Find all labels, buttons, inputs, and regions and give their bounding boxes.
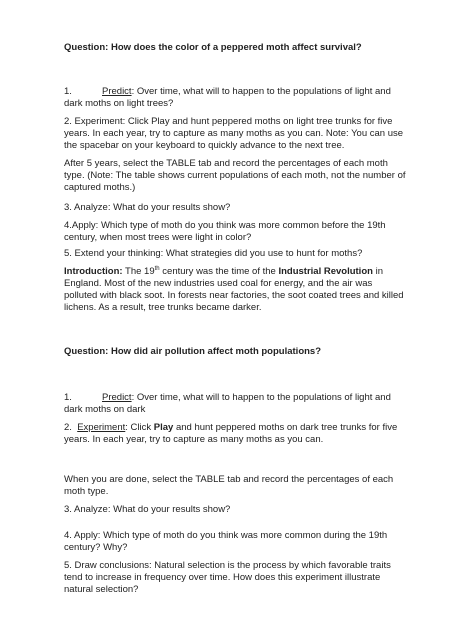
conclusion-item-2: 5. Draw conclusions: Natural selection is the process by which favorable traits tend to increase in frequency over time. How does this experiment illustrate natural selection? (64, 560, 391, 595)
item-number: 1. (64, 392, 72, 403)
experiment-item-1: 2. Experiment: Click Play and hunt peppered moths on light tree trunks for five years. In each year, try to capture as many moths as you can. Note: You can use the spacebar on your keyboard to quickly advance to the next tree. (64, 116, 404, 151)
apply-item-1: 4.Apply: Which type of moth do you think was more common before the 19th century, when most trees were light in color? (64, 220, 386, 243)
analyze-item-1: 3. Analyze: What do your results show? (64, 202, 231, 213)
experiment-item-2: 2. Experiment: Click Play and hunt peppered moths on dark tree trunks for five years. In each year, try to capture as many moths as you can. (64, 422, 398, 445)
introduction-paragraph: Introduction: The 19th century was the time of the Industrial Revolution in England. Most of the new industries used coal for energy, and the air was polluted with black soot. In forests near factories, the soot coated trees and killed lichens. As a result, tree trunks became darker. (64, 265, 404, 313)
extend-item-1: 5. Extend your thinking: What strategies did you use to hunt for moths? (64, 248, 363, 259)
apply-item-2: 4. Apply: Which type of moth do you think was more common during the 19th century? Why? (64, 530, 388, 553)
table-instruction-1: After 5 years, select the TABLE tab and record the percentages of each moth type. (Note: The table shows current populations of each moth, not the number of captured moths.) (64, 158, 406, 193)
predict-label: Predict (102, 86, 132, 97)
item-number: 2. (64, 422, 72, 433)
experiment-label: Experiment (77, 422, 126, 433)
introduction-label: Introduction: (64, 266, 123, 277)
predict-item-2 (64, 392, 408, 416)
predict-text: : Over time, what will to happen to the populations of light and dark moths on dark (64, 392, 391, 415)
question-heading-1: Question: How does the color of a peppered moth affect survival? (64, 42, 362, 53)
predict-label: Predict (102, 392, 132, 403)
predict-text: : Over time, what will to happen to the populations of light and dark moths on light trees? (64, 86, 391, 109)
question-heading-2: Question: How did air pollution affect moth populations? (64, 346, 322, 357)
predict-item-1 (64, 86, 408, 110)
play-term: Play (153, 422, 174, 433)
analyze-item-2: 3. Analyze: What do your results show? (64, 504, 231, 515)
item-number: 1. (64, 86, 72, 97)
table-instruction-2: When you are done, select the TABLE tab and record the percentages of each moth type. (64, 474, 394, 497)
industrial-revolution-term: Industrial Revolution (278, 266, 373, 277)
